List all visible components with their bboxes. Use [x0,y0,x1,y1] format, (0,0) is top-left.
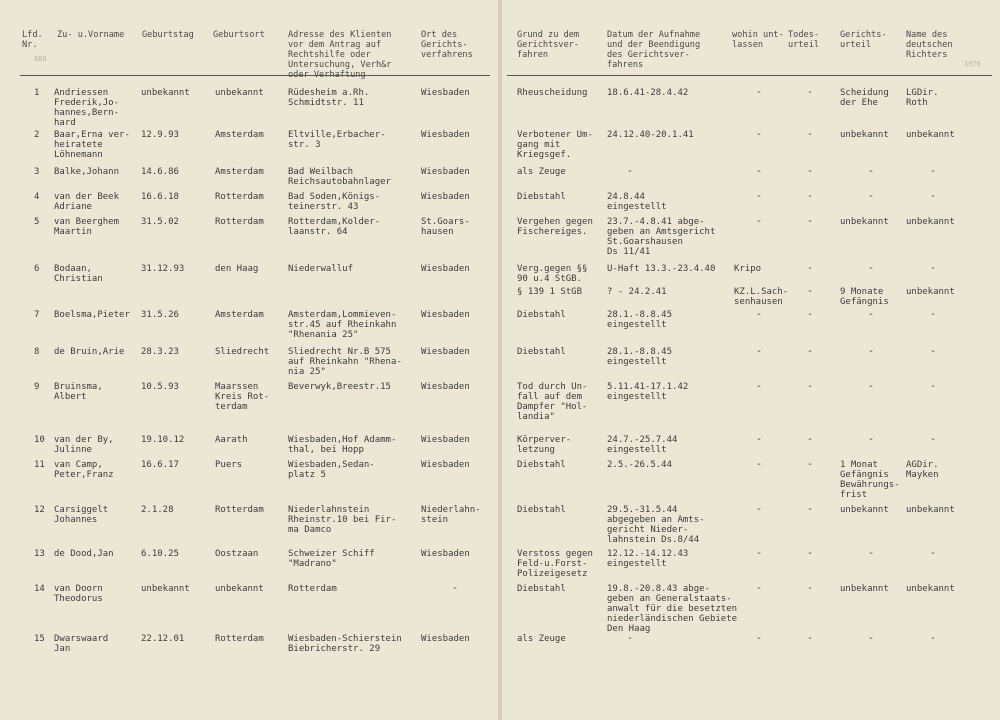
row-cell-birthday: 2.1.28 [141,505,174,515]
row-cell-name: Andriessen Frederik,Jo- hannes,Bern- hard [54,88,120,128]
row-cell-address: Rotterdam [288,584,337,594]
row-cell-birthday: 10.5.93 [141,382,179,392]
row-cell-moved: KZ.L.Sach- senhausen [734,287,789,307]
row-cell-death: - [807,216,814,227]
row-cell-nr: 5 [34,217,40,227]
row-cell-moved: - [756,309,763,320]
header-birthplace: Geburtsort [213,30,265,40]
row-cell-moved: - [756,346,763,357]
row-cell-court-place: St.Goars- hausen [421,217,470,237]
row-cell-judge: - [930,548,937,559]
row-cell-birthday: unbekannt [141,88,190,98]
row-cell-birthday: 12.9.93 [141,130,179,140]
row-cell-birthday: 31.5.26 [141,310,179,320]
row-cell-reason: Tod durch Un- fall auf dem Dampfer "Hol- landia" [517,382,588,422]
row-cell-court-place: Wiesbaden [421,88,470,98]
row-cell-moved: - [756,434,763,445]
row-cell-birthplace: Maarssen Kreis Rot- terdam [215,382,270,412]
row-cell-address: Rüdesheim a.Rh. Schmidtstr. 11 [288,88,370,108]
row-cell-reason: als Zeuge [517,167,566,177]
row-cell-verdict: unbekannt [840,505,889,515]
left-page [0,0,498,720]
row-cell-nr: 9 [34,382,40,392]
row-cell-death: - [807,87,814,98]
row-cell-nr: 13 [34,549,45,559]
header-reason: Grund zu dem Gerichtsver- fahren [517,30,580,60]
row-cell-death: - [807,548,814,559]
row-cell-name: Boelsma,Pieter [54,310,130,320]
row-cell-moved: - [756,166,763,177]
header-nr: Lfd. Nr. [22,30,43,50]
header-name: Zu- u.Vorname [57,30,125,40]
row-cell-birthplace: Rotterdam [215,217,264,227]
row-cell-moved: - [756,504,763,515]
row-cell-verdict: 9 Monate Gefängnis [840,287,889,307]
row-cell-birthday: 22.12.01 [141,634,185,644]
row-cell-judge: unbekannt [906,287,955,297]
row-cell-court-place: - [452,583,459,594]
row-cell-name: Dwarswaard Jan [54,634,109,654]
row-cell-death: - [807,633,814,644]
row-cell-birthday: 16.6.18 [141,192,179,202]
row-cell-reason: Vergehen gegen Fischereiges. [517,217,593,237]
row-cell-death: - [807,583,814,594]
row-cell-verdict: - [868,263,875,274]
header-judge: Name des deutschen Richters [906,30,953,60]
row-cell-court-place: Wiesbaden [421,310,470,320]
row-cell-court-place: Wiesbaden [421,167,470,177]
row-cell-dates: 24.7.-25.7.44 eingestellt [607,435,678,455]
row-cell-nr: 8 [34,347,40,357]
row-cell-birthplace: Amsterdam [215,167,264,177]
row-cell-reason: Verg.gegen §§ 90 u.4 StGB. [517,264,588,284]
row-cell-verdict: 1 Monat Gefängnis Bewährungs- frist [840,460,900,500]
row-cell-court-place: Wiesbaden [421,347,470,357]
row-cell-court-place: Wiesbaden [421,264,470,274]
row-cell-verdict: - [868,434,875,445]
row-cell-verdict: - [868,548,875,559]
row-cell-court-place: Wiesbaden [421,192,470,202]
row-cell-birthday: unbekannt [141,584,190,594]
row-cell-death: - [807,346,814,357]
row-cell-name: van Beerghem Maartin [54,217,120,237]
row-cell-nr: 11 [34,460,45,470]
row-cell-judge: - [930,633,937,644]
row-cell-moved: Kripo [734,264,762,274]
header-moved: wohin unt- lassen [732,30,784,50]
row-cell-reason: Rheuscheidung [517,88,588,98]
row-cell-name: van Doorn Theodorus [54,584,103,604]
row-cell-court-place: Wiesbaden [421,460,470,470]
row-cell-judge: - [930,166,937,177]
header-rule [20,75,490,76]
row-cell-name: de Bruin,Arie [54,347,125,357]
margin-mark: 888 [34,55,47,63]
row-cell-verdict: - [868,166,875,177]
row-cell-name: Bodaan, Christian [54,264,103,284]
row-cell-court-place: Wiesbaden [421,435,470,445]
row-cell-reason: als Zeuge [517,634,566,644]
row-cell-birthplace: Rotterdam [215,505,264,515]
row-cell-birthplace: Sliedrecht [215,347,270,357]
row-cell-death: - [807,286,814,297]
row-cell-dates: 28.1.-8.8.45 eingestellt [607,310,673,330]
row-cell-court-place: Wiesbaden [421,634,470,644]
row-cell-court-place: Wiesbaden [421,130,470,140]
row-cell-death: - [807,191,814,202]
row-cell-judge: - [930,309,937,320]
row-cell-address: Wiesbaden-Schierstein Biebricherstr. 29 [288,634,402,654]
row-cell-birthday: 6.10.25 [141,549,179,559]
row-cell-judge: - [930,381,937,392]
row-cell-dates: 28.1.-8.8.45 eingestellt [607,347,673,367]
row-cell-nr: 10 [34,435,45,445]
header-death: Todes- urteil [788,30,820,50]
row-cell-address: Niederwalluf [288,264,354,274]
row-cell-moved: - [756,381,763,392]
row-cell-death: - [807,309,814,320]
header-verdict: Gerichts- urteil [840,30,887,50]
row-cell-birthday: 31.12.93 [141,264,185,274]
row-cell-address: Sliedrecht Nr.B 575 auf Rheinkahn "Rhena- nia 25" [288,347,402,377]
row-cell-dates: 19.8.-20.8.43 abge- geben an Generalstaats- anwalt für die besetzten niederländischen Gebiete Den Haag [607,584,738,634]
row-cell-dates: U-Haft 13.3.-23.4.40 [607,264,716,274]
row-cell-court-place: Wiesbaden [421,382,470,392]
row-cell-verdict: - [868,346,875,357]
row-cell-birthday: 19.10.12 [141,435,185,445]
row-cell-address: Schweizer Schiff "Madrano" [288,549,375,569]
row-cell-name: Bruinsma, Albert [54,382,103,402]
row-cell-name: Carsiggelt Johannes [54,505,109,525]
row-cell-dates: 29.5.-31.5.44 abgegeben an Amts- gericht Nieder- lahnstein Ds.8/44 [607,505,705,545]
row-cell-death: - [807,381,814,392]
row-cell-judge: unbekannt [906,217,955,227]
row-cell-address: Wiesbaden,Hof Adamm- thal, bei Hopp [288,435,397,455]
row-cell-moved: - [756,633,763,644]
row-cell-death: - [807,459,814,470]
right-page [502,0,1000,720]
row-cell-dates: 18.6.41-28.4.42 [607,88,689,98]
row-cell-verdict: - [868,309,875,320]
row-cell-dates: - [627,633,634,644]
row-cell-verdict: unbekannt [840,584,889,594]
row-cell-dates: 23.7.-4.8.41 abge- geben an Amtsgericht St.Goarshausen Ds 11/41 [607,217,716,257]
row-cell-judge: - [930,191,937,202]
row-cell-moved: - [756,216,763,227]
row-cell-birthday: 16.6.17 [141,460,179,470]
row-cell-address: Wiesbaden,Sedan- platz 5 [288,460,375,480]
row-cell-address: Amsterdam,Lommieven- str.45 auf Rheinkahn "Rhenania 25" [288,310,397,340]
row-cell-court-place: Niederlahn- stein [421,505,481,525]
row-cell-birthplace: Oostzaan [215,549,259,559]
row-cell-address: Eltville,Erbacher- str. 3 [288,130,386,150]
row-cell-death: - [807,263,814,274]
row-cell-address: Niederlahnstein Rheinstr.10 bei Fir- ma Damco [288,505,397,535]
row-cell-reason: § 139 1 StGB [517,287,583,297]
row-cell-judge: - [930,263,937,274]
row-cell-name: van Camp, Peter,Franz [54,460,114,480]
row-cell-verdict: - [868,191,875,202]
row-cell-judge: unbekannt [906,505,955,515]
row-cell-birthplace: Rotterdam [215,634,264,644]
row-cell-moved: - [756,459,763,470]
row-cell-death: - [807,504,814,515]
row-cell-nr: 4 [34,192,40,202]
row-cell-birthplace: Puers [215,460,243,470]
row-cell-reason: Diebstahl [517,584,566,594]
row-cell-reason: Diebstahl [517,192,566,202]
row-cell-address: Beverwyk,Breestr.15 [288,382,391,392]
row-cell-nr: 14 [34,584,45,594]
row-cell-reason: Diebstahl [517,505,566,515]
row-cell-court-place: Wiesbaden [421,549,470,559]
row-cell-address: Rotterdam,Kolder- laanstr. 64 [288,217,381,237]
row-cell-verdict: Scheidung der Ehe [840,88,889,108]
row-cell-death: - [807,166,814,177]
row-cell-reason: Diebstahl [517,460,566,470]
row-cell-judge: unbekannt [906,584,955,594]
row-cell-name: van der By, Julinne [54,435,114,455]
row-cell-birthday: 31.5.02 [141,217,179,227]
row-cell-dates: 2.5.-26.5.44 [607,460,673,470]
row-cell-dates: 24.8.44 eingestellt [607,192,667,212]
row-cell-nr: 1 [34,88,40,98]
row-cell-birthday: 28.3.23 [141,347,179,357]
row-cell-birthplace: Rotterdam [215,192,264,202]
margin-mark-right: 1976 [964,60,981,68]
header-address: Adresse des Klienten vor dem Antrag auf Rechtshilfe oder Untersuchung, Verh&r oder Verhaftung [288,30,392,80]
row-cell-nr: 15 [34,634,45,644]
row-cell-dates: ? - 24.2.41 [607,287,667,297]
row-cell-death: - [807,129,814,140]
row-cell-reason: Diebstahl [517,347,566,357]
row-cell-birthplace: unbekannt [215,584,264,594]
header-dates: Datum der Aufnahme und der Beendigung des Gerichtsver- fahrens [607,30,701,70]
row-cell-dates: 12.12.-14.12.43 eingestellt [607,549,689,569]
row-cell-verdict: - [868,633,875,644]
row-cell-name: Baar,Erna ver- heiratete Löhnemann [54,130,130,160]
row-cell-moved: - [756,548,763,559]
row-cell-judge: - [930,346,937,357]
row-cell-birthplace: unbekannt [215,88,264,98]
row-cell-judge: AGDir. Mayken [906,460,939,480]
row-cell-birthplace: den Haag [215,264,259,274]
row-cell-verdict: unbekannt [840,217,889,227]
header-rule-right [507,75,992,76]
row-cell-name: van der Beek Adriane [54,192,120,212]
row-cell-nr: 7 [34,310,40,320]
header-court-place: Ort des Gerichts- verfahrens [421,30,473,60]
row-cell-judge: LGDir. Roth [906,88,939,108]
row-cell-judge: - [930,434,937,445]
row-cell-nr: 12 [34,505,45,515]
row-cell-nr: 6 [34,264,40,274]
row-cell-dates: 5.11.41-17.1.42 eingestellt [607,382,689,402]
row-cell-judge: unbekannt [906,130,955,140]
row-cell-birthday: 14.6.86 [141,167,179,177]
row-cell-moved: - [756,583,763,594]
row-cell-moved: - [756,191,763,202]
row-cell-address: Bad Weilbach Reichsautobahnlager [288,167,391,187]
row-cell-moved: - [756,129,763,140]
row-cell-birthplace: Amsterdam [215,130,264,140]
row-cell-nr: 3 [34,167,40,177]
row-cell-moved: - [756,87,763,98]
row-cell-reason: Diebstahl [517,310,566,320]
row-cell-reason: Körperver- letzung [517,435,572,455]
row-cell-dates: - [627,166,634,177]
row-cell-verdict: unbekannt [840,130,889,140]
row-cell-dates: 24.12.40-20.1.41 [607,130,694,140]
row-cell-nr: 2 [34,130,40,140]
row-cell-reason: Verbotener Um- gang mit Kriegsgef. [517,130,593,160]
row-cell-reason: Verstoss gegen Feld-u.Forst- Polizeigesetz [517,549,593,579]
row-cell-name: de Dood,Jan [54,549,114,559]
row-cell-verdict: - [868,381,875,392]
row-cell-birthplace: Amsterdam [215,310,264,320]
row-cell-name: Balke,Johann [54,167,120,177]
row-cell-death: - [807,434,814,445]
row-cell-birthplace: Aarath [215,435,248,445]
header-birthday: Geburtstag [142,30,194,40]
row-cell-address: Bad Soden,Königs- teinerstr. 43 [288,192,381,212]
